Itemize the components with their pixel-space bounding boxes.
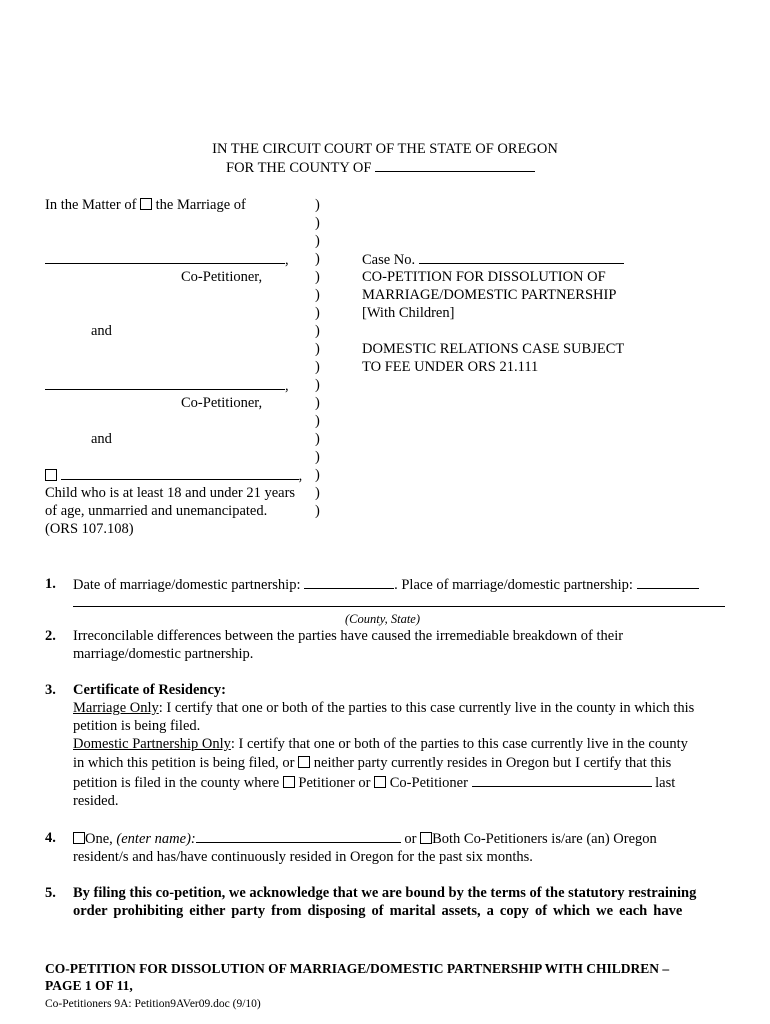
item-3-title: Certificate of Residency: xyxy=(73,682,226,698)
co-petitioner-1-name-field[interactable] xyxy=(45,250,285,264)
co-petitioner-1-name-line xyxy=(45,250,289,269)
child-desc-2: of age, unmarried and unemancipated. xyxy=(45,503,268,519)
paren: ) xyxy=(315,431,320,447)
county-label: FOR THE COUNTY OF xyxy=(226,160,372,176)
paren: ) xyxy=(315,467,320,483)
comma: , xyxy=(285,378,289,394)
item-2-line-2: marriage/domestic partnership. xyxy=(73,646,254,662)
case-no-line xyxy=(362,250,624,269)
child-name-line xyxy=(45,466,302,485)
item-4-line-1 xyxy=(73,829,657,848)
county-field[interactable] xyxy=(375,158,535,172)
caption-divider xyxy=(315,196,320,520)
paren: ) xyxy=(315,233,320,249)
matter-prefix: In the Matter of xyxy=(45,197,137,213)
case-no-field[interactable] xyxy=(419,250,624,264)
marriage-place-field-2[interactable] xyxy=(73,606,725,607)
marriage-only-text: : I certify that one or both of the parties to this case currently live in the county in which this xyxy=(158,700,695,716)
case-no-label: Case No. xyxy=(362,252,416,268)
paren: ) xyxy=(315,287,320,303)
footer-title-1: CO-PETITION FOR DISSOLUTION OF MARRIAGE/DOMESTIC PARTNERSHIP WITH CHILDREN – xyxy=(45,961,670,976)
item-5-number: 5. xyxy=(45,885,56,901)
dp-text-f: last xyxy=(655,775,676,791)
case-title-3: [With Children] xyxy=(362,305,455,321)
comma: , xyxy=(285,252,289,268)
paren: ) xyxy=(315,197,320,213)
and-2: and xyxy=(91,431,112,447)
fee-line-2: TO FEE UNDER ORS 21.111 xyxy=(362,359,539,375)
dp-only-line-3 xyxy=(73,773,675,792)
paren: ) xyxy=(315,377,320,393)
fee-line-1: DOMESTIC RELATIONS CASE SUBJECT xyxy=(362,341,625,357)
item-4-number: 4. xyxy=(45,830,56,846)
both-label: Both Co-Petitioners is/are (an) Oregon xyxy=(432,831,657,847)
paren: ) xyxy=(315,305,320,321)
paren: ) xyxy=(315,251,320,267)
county-state-text: County, State xyxy=(349,612,416,626)
footer-form-id: Co-Petitioners 9A: Petition9AVer09.doc (9/10) xyxy=(45,998,261,1010)
dp-text-d: Petitioner or xyxy=(298,775,371,791)
item-5-line-2: order prohibiting either party from disposing of marital assets, a copy of which we each have xyxy=(73,903,683,919)
dp-only-line-4: resided. xyxy=(73,793,119,809)
paren: ) xyxy=(315,323,320,339)
item-2-number: 2. xyxy=(45,628,56,644)
child-checkbox[interactable] xyxy=(45,469,57,481)
dp-text-e: Co-Petitioner xyxy=(389,775,468,791)
matter-line xyxy=(45,196,246,214)
and-1: and xyxy=(91,323,112,339)
paren: ) xyxy=(315,413,320,429)
child-desc-1: Child who is at least 18 and under 21 years xyxy=(45,485,296,501)
paren: ) xyxy=(315,395,320,411)
dp-text-b: neither party currently resides in Oregon but I certify that this xyxy=(313,755,672,771)
marriage-place-label: . Place of marriage/domestic partnership: xyxy=(394,577,633,593)
court-heading: IN THE CIRCUIT COURT OF THE STATE OF OREGON xyxy=(212,141,558,157)
paren: ) xyxy=(315,449,320,465)
neither-party-checkbox[interactable] xyxy=(298,756,310,768)
item-3-number: 3. xyxy=(45,682,56,698)
dp-text-c: petition is filed in the county where xyxy=(73,775,280,791)
paren: ) xyxy=(315,359,320,375)
child-name-field[interactable] xyxy=(61,466,299,480)
comma: , xyxy=(298,468,303,484)
dp-text-a: in which this petition is being filed, or xyxy=(73,755,295,771)
marriage-only-line-1 xyxy=(73,699,694,717)
one-resident-checkbox[interactable] xyxy=(73,832,85,844)
enter-name-label: (enter name): xyxy=(116,831,196,847)
case-title-2: MARRIAGE/DOMESTIC PARTNERSHIP xyxy=(362,287,617,303)
marriage-only-line-2: petition is being filed. xyxy=(73,718,201,734)
item-1-line xyxy=(73,575,699,594)
paren: ) xyxy=(315,503,320,519)
item-2-line-1: Irreconcilable differences between the parties have caused the irremediable breakdown of their xyxy=(73,628,624,644)
resident-name-field[interactable] xyxy=(196,829,401,843)
item-5-line-1: By filing this co-petition, we acknowledge that we are bound by the terms of the statutory restraining xyxy=(73,885,697,901)
one-label: One, xyxy=(85,831,117,847)
marriage-place-field[interactable] xyxy=(637,575,699,589)
or-label: or xyxy=(400,831,421,847)
petitioner-checkbox[interactable] xyxy=(283,776,295,788)
dp-only-text: : I certify that one or both of the parties to this case currently live in the county xyxy=(230,736,688,752)
dp-only-line-1 xyxy=(73,735,688,753)
co-petitioner-1-label: Co-Petitioner, xyxy=(181,269,263,285)
marriage-checkbox[interactable] xyxy=(140,198,152,210)
paren: ) xyxy=(315,215,320,231)
item-4-line-2: resident/s and has/have continuously resided in Oregon for the past six months. xyxy=(73,849,533,865)
marriage-date-field[interactable] xyxy=(304,575,394,589)
dp-only-label: Domestic Partnership Only xyxy=(73,736,231,752)
child-desc-3: (ORS 107.108) xyxy=(45,521,134,537)
footer-title-2: PAGE 1 OF 11, xyxy=(45,978,133,993)
county-state-caption: (County, State) xyxy=(345,612,421,626)
marriage-only-label: Marriage Only xyxy=(73,700,159,716)
last-resided-county-field[interactable] xyxy=(472,773,652,787)
matter-suffix: the Marriage of xyxy=(155,197,246,213)
paren: ) xyxy=(315,269,320,285)
co-petitioner-2-name-field[interactable] xyxy=(45,376,285,390)
dp-only-line-2 xyxy=(73,754,671,772)
case-title-1: CO-PETITION FOR DISSOLUTION OF xyxy=(362,269,606,285)
item-1-number: 1. xyxy=(45,576,56,592)
paren: ) xyxy=(315,485,320,501)
marriage-date-label: Date of marriage/domestic partnership: xyxy=(73,577,301,593)
co-petitioner-2-name-line xyxy=(45,376,289,395)
paren: ) xyxy=(315,341,320,357)
county-line xyxy=(226,158,535,177)
co-petitioner-checkbox[interactable] xyxy=(374,776,386,788)
both-resident-checkbox[interactable] xyxy=(420,832,432,844)
co-petitioner-2-label: Co-Petitioner, xyxy=(181,395,263,411)
